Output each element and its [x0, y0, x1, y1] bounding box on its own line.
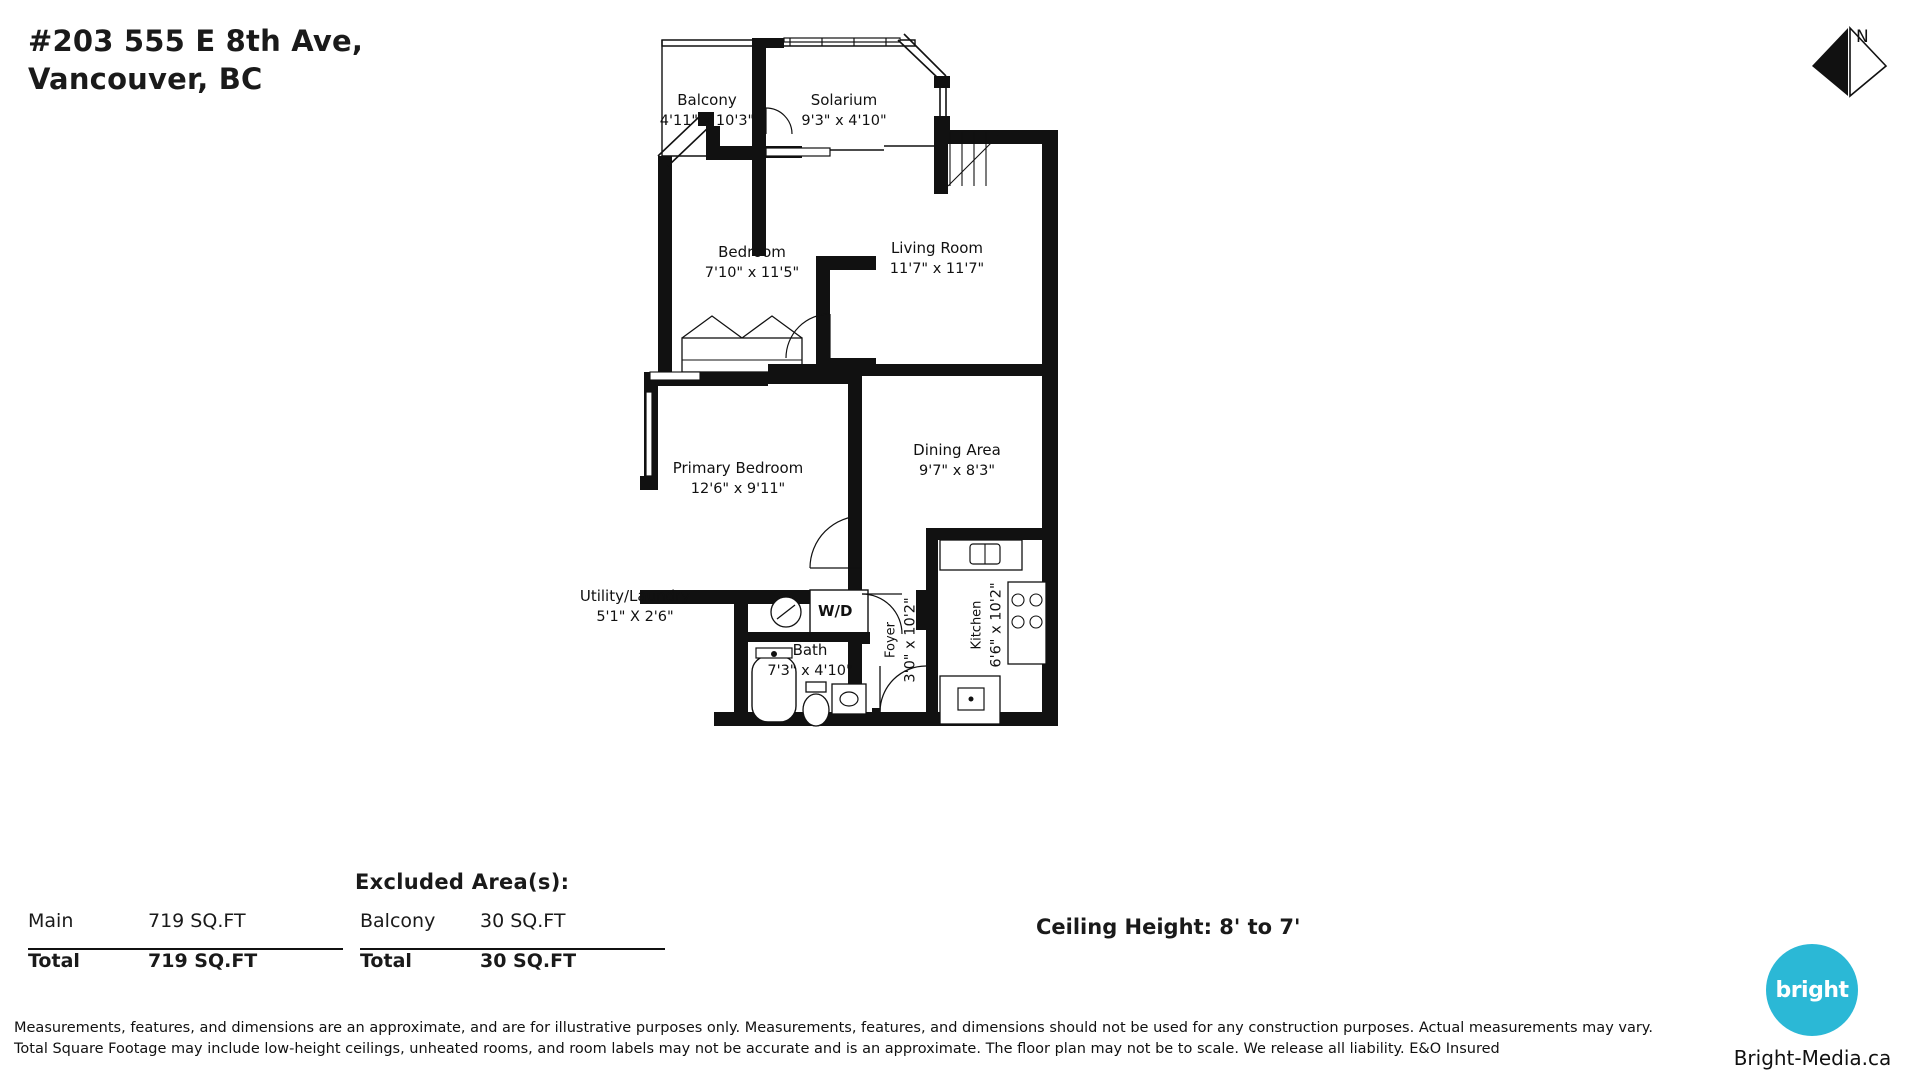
- balcony-area-table: [360, 910, 665, 988]
- balcony-area-label: Balcony: [360, 910, 436, 932]
- room-label-primary-bedroom: Primary Bedroom 12'6" x 9'11": [672, 459, 804, 498]
- table-row: [28, 910, 343, 948]
- floor-plan: [579, 20, 1400, 760]
- page-title: [28, 22, 363, 99]
- room-label-solarium: Solarium 9'3" x 4'10": [801, 91, 887, 130]
- table-row: [360, 910, 665, 948]
- room-label-bath: Bath 7'3" x 4'10": [767, 641, 853, 680]
- brand-logo-text: bright: [1775, 977, 1849, 1003]
- brand-logo: [1766, 944, 1858, 1036]
- room-label-living-room: Living Room 11'7" x 11'7": [889, 239, 985, 278]
- brand-caption: Bright-Media.ca: [1733, 1046, 1892, 1070]
- room-label-kitchen: Kitchen 6'6" x 10'2": [969, 582, 1005, 668]
- room-label-balcony: Balcony 4'11" x 10'3": [659, 91, 755, 130]
- excluded-area-heading: Excluded Area(s):: [355, 870, 570, 894]
- disclaimer-text: Measurements, features, and dimensions are an approximate, and are for illustrative purposes only. Measurements, features, and dimensions should not be used for any construction purposes. Actual measurements may vary. Total Square Footage may include low-height ceilings, unheated rooms, and room labels may not be accurate and is an approximate. The floor plan may not be to scale. We release all liability. E&O Insured: [14, 1020, 1653, 1057]
- ceiling-height-note: Ceiling Height: 8' to 7': [1036, 915, 1301, 939]
- washer-dryer-label: W/D: [818, 602, 853, 620]
- table-row: [28, 948, 343, 988]
- table-row: [360, 948, 665, 988]
- main-total-label: Total: [28, 950, 80, 972]
- title-line-1: #203 555 E 8th Ave,: [28, 24, 364, 58]
- room-label-foyer: Foyer 3'0" x 10'2": [883, 597, 919, 683]
- balcony-total-value: 30 SQ.FT: [480, 950, 577, 972]
- compass-rose: [1800, 22, 1900, 122]
- balcony-area-value: 30 SQ.FT: [480, 910, 566, 932]
- main-area-label: Main: [28, 910, 74, 932]
- svg-text:N: N: [1856, 27, 1869, 47]
- room-label-dining-area: Dining Area 9'7" x 8'3": [913, 441, 1001, 480]
- main-area-table: [28, 910, 343, 988]
- room-label-utility-laundry: Utility/Laundry 5'1" X 2'6": [579, 587, 691, 626]
- balcony-total-label: Total: [360, 950, 412, 972]
- main-total-value: 719 SQ.FT: [148, 950, 258, 972]
- title-line-2: Vancouver, BC: [28, 62, 263, 97]
- room-label-bedroom: Bedroom 7'10" x 11'5": [704, 243, 800, 282]
- main-area-value: 719 SQ.FT: [148, 910, 246, 932]
